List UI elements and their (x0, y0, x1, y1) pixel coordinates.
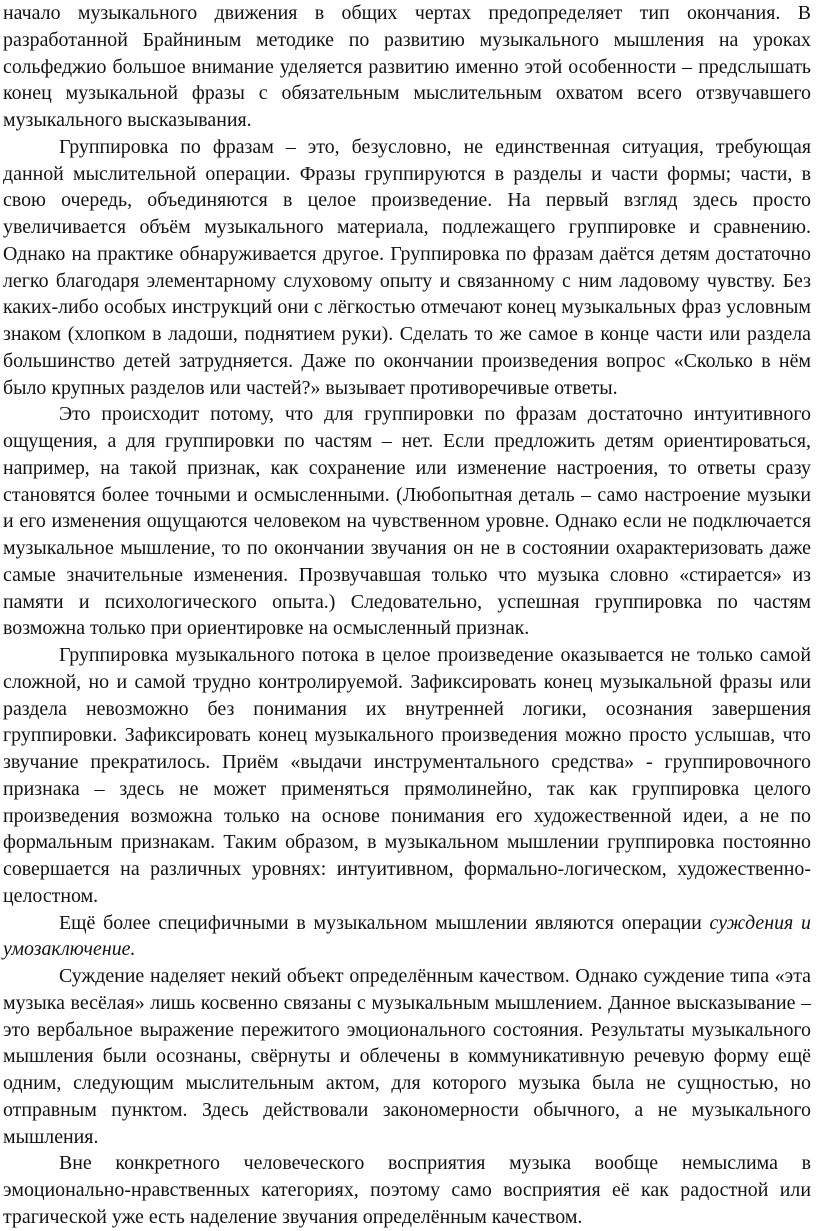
paragraph-1: начало музыкального движения в общих чертах предопределяет тип окончания. В разработанной Брайниным методике по развитию музыкального мышления на уроках сольфеджио большое внимание уделяется развитию именно этой особенности – предслышать конец музыкальной фразы с обязательным мыслительным охватом всего отзвучавшего музыкального высказывания. (3, 2, 811, 131)
paragraph-5-text: Ещё более специфичными в музыкальном мышлении являются операции (59, 911, 702, 934)
paragraph-7: Вне конкретного человеческого восприятия музыка вообще немыслима в эмоционально-нравственных категориях, поэтому само восприятия её как радостной или трагической уже есть наделение звучания определённым качеством. (3, 1152, 811, 1228)
paragraph-2: Группировка по фразам – это, безусловно, не единственная ситуация, требующая данной мыслительной операции. Фразы группируются в разделы и части формы; части, в свою очередь, объединяются в целое произведение. На первый взгляд здесь просто увеличивается объём музыкального материала, подлежащего группировке и сравнению. Однако на практике обнаруживается другое. Группировка по фразам даётся детям достаточно легко благодаря элементарному слуховому опыту и связанному с ним ладовому чувству. Без каких-либо особых инструкций они с лёгкостью отмечают конец музыкальных фраз условным знаком (хлопком в ладоши, поднятием руки). Сделать то же самое в конце части или раздела большинство детей затрудняется. Даже по окончании произведения вопрос «Сколько в нём было крупных разделов или частей?» вызывает противоречивые ответы. (3, 135, 811, 399)
paragraph-4: Группировка музыкального потока в целое произведение оказывается не только самой сложной, но и самой трудно контролируемой. Зафиксировать конец музыкальной фразы или раздела невозможно без понимания их внутренней логики, осознания завершения группировки. Зафиксировать конец музыкального произведения можно просто услышав, что звучание прекратилось. Приём «выдачи инструментального средства» - группировочного признака – здесь не может применяться прямолинейно, так как группировка целого произведения возможна только на основе понимания его художественной идеи, а не по формальным признакам. Таким образом, в музыкальном мышлении группировка постоянно совершается на различных уровнях: интуитивном, формально-логическом, художественно-целостном. (3, 644, 811, 907)
paragraph-3: Это происходит потому, что для группировки по фразам достаточно интуитивного ощущения, а для группировки по частям – нет. Если предложить детям ориентироваться, например, на такой признак, как сохранение или изменение настроения, то ответы сразу становятся более точными и осмысленными. (Любопытная деталь – само настроение музыки и его изменения ощущаются человеком на чувственном уровне. Однако если не подключается музыкальное мышление, то по окончании звучания он не в состоянии охарактеризовать даже самые значительные изменения. Прозвучавшая только что музыка словно «стирается» из памяти и психологического опыта.) Следовательно, успешная группировка по частям возможна только при ориентировке на осмысленный признак. (3, 403, 811, 640)
paragraph-5 (3, 910, 811, 964)
paragraph-5-italic-terms: суждения и умозаключение. (3, 911, 811, 961)
paragraph-6: Суждение наделяет некий объект определённым качеством. Однако суждение типа «эта музыка весёлая» лишь косвенно связаны с музыкальным мышлением. Данное высказывание – это вербальное выражение пережитого эмоционального состояния. Результаты музыкального мышления были осознаны, свёрнуты и облечены в коммуникативную речевую форму ещё одним, следующим мыслительным актом, для которого музыка была не сущностью, но отправным пунктом. Здесь действовали закономерности обычного, а не музыкального мышления. (3, 965, 811, 1148)
